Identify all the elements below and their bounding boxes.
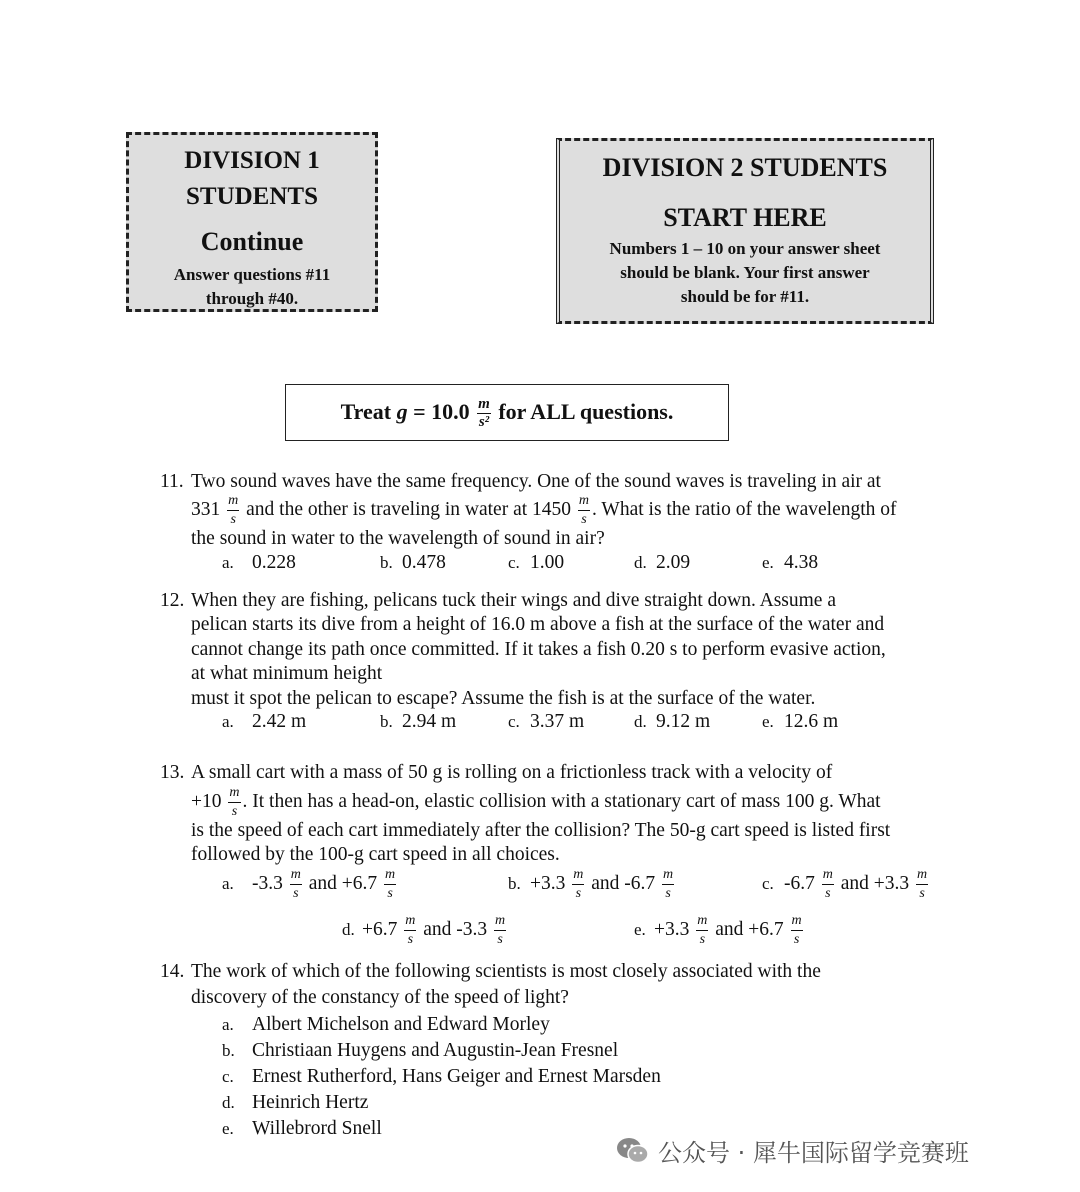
option-letter: b. — [380, 712, 393, 731]
option-value-2: -3.3 — [456, 918, 488, 940]
gravity-value: = 10.0 — [413, 399, 470, 424]
option-letter: e. — [222, 1119, 234, 1138]
option-text: 9.12 m — [656, 711, 711, 732]
option-text: 0.478 — [402, 552, 446, 573]
division-1-sub1: Answer questions #11 — [173, 265, 331, 284]
wechat-icon — [616, 1136, 650, 1172]
unit-fraction — [696, 914, 708, 947]
option-text: Christiaan Huygens and Augustin-Jean Fresnel — [252, 1040, 619, 1061]
unit-den: s — [699, 932, 706, 947]
division-1-box — [126, 132, 378, 312]
option-and: and — [840, 872, 869, 894]
unit-den: s — [407, 932, 414, 947]
division-2-start-here: START HERE — [663, 203, 827, 232]
question-number: 11. — [160, 471, 184, 492]
option-value-1: +3.3 — [654, 918, 690, 940]
unit-fraction — [494, 914, 506, 947]
option-text: 3.37 m — [530, 711, 585, 732]
option-and: and — [308, 872, 337, 894]
option-value-1: -6.7 — [784, 872, 815, 894]
question-number: 14. — [160, 961, 185, 982]
option-value-1: -3.3 — [252, 872, 283, 894]
answer-option — [508, 551, 564, 575]
answer-option — [222, 1039, 618, 1063]
option-text: Willebrord Snell — [252, 1118, 382, 1139]
unit-num: m — [578, 494, 590, 511]
unit-den: s — [231, 804, 238, 819]
division-2-sub1: Numbers 1 – 10 on your answer sheet — [609, 239, 881, 258]
answer-option — [508, 710, 584, 734]
unit-num: m — [227, 494, 239, 511]
option-and: and — [715, 918, 744, 940]
option-text: Albert Michelson and Edward Morley — [252, 1014, 550, 1035]
division-2-sub3: should be for #11. — [680, 287, 810, 306]
division-2-instructions — [560, 237, 930, 309]
option-letter: c. — [222, 1067, 234, 1086]
question-text-line — [191, 786, 881, 819]
option-letter: a. — [222, 712, 234, 731]
unit-fraction — [791, 914, 803, 947]
unit-den: s — [497, 932, 503, 947]
answer-option — [380, 710, 456, 734]
unit-fraction — [572, 868, 584, 901]
unit-den: s — [293, 886, 299, 901]
answer-option — [634, 914, 805, 947]
unit-den: s — [581, 512, 587, 527]
option-letter: b. — [222, 1041, 235, 1060]
question-text-line: When they are fishing, pelicans tuck their wings and dive straight down. Assume a — [191, 590, 836, 611]
unit-num: m — [404, 914, 416, 931]
answer-option — [222, 1117, 382, 1141]
option-letter: c. — [762, 873, 774, 893]
question-text-line — [191, 494, 897, 527]
question-text-line: A small cart with a mass of 50 g is rolling on a frictionless track with a velocity of — [191, 762, 833, 783]
question-number: 12. — [160, 590, 185, 611]
option-letter: a. — [222, 1015, 234, 1034]
division-1-sub2: through #40. — [205, 289, 299, 308]
answer-option — [634, 710, 710, 734]
unit-num: m — [290, 868, 302, 885]
unit-num: m — [572, 868, 584, 885]
division-2-box — [556, 138, 934, 324]
option-text: 0.228 — [252, 552, 296, 573]
gravity-note-suffix: for ALL questions. — [498, 399, 674, 424]
question-text-line: cannot change its path once committed. If it takes a fish 0.20 s to perform evasive action, — [191, 639, 886, 660]
gravity-unit-fraction — [477, 397, 491, 430]
unit-fraction — [822, 868, 834, 901]
option-letter: e. — [762, 712, 774, 731]
option-letter: a. — [222, 553, 234, 572]
option-letter: d. — [634, 712, 647, 731]
option-text: 4.38 — [784, 552, 819, 573]
option-letter: c. — [508, 712, 520, 731]
option-and: and — [423, 918, 452, 940]
gravity-unit-num: m — [478, 396, 490, 413]
unit-den: s — [919, 886, 925, 901]
unit-fraction — [290, 868, 302, 901]
division-1-title-line2: STUDENTS — [186, 183, 318, 210]
option-and: and — [591, 872, 620, 894]
option-value-2: +3.3 — [873, 872, 910, 894]
unit-fraction — [404, 914, 416, 947]
unit-den: s — [793, 932, 800, 947]
option-text: 2.09 — [656, 552, 691, 573]
option-value-1: +3.3 — [530, 872, 566, 894]
option-letter: d. — [342, 919, 355, 939]
division-1-title-line1: DIVISION 1 — [184, 147, 320, 174]
question-text-line: the sound in water to the wavelength of sound in air? — [191, 528, 605, 549]
option-value-1: +6.7 — [362, 918, 398, 940]
answer-option — [222, 1013, 550, 1037]
watermark-text: 公众号 · 犀牛国际留学竞赛班 — [658, 1139, 969, 1167]
option-letter: e. — [634, 919, 646, 939]
unit-num: m — [822, 868, 834, 885]
division-1-continue: Continue — [200, 227, 304, 256]
unit-num: m — [494, 914, 506, 931]
unit-num: m — [662, 868, 674, 885]
unit-den: s — [387, 886, 393, 901]
unit-num: m — [228, 786, 240, 803]
answer-option — [222, 1065, 661, 1089]
option-text: 2.94 m — [402, 711, 457, 732]
division-2-title: DIVISION 2 STUDENTS — [602, 153, 888, 182]
option-text: Ernest Rutherford, Hans Geiger and Ernest Marsden — [252, 1066, 661, 1087]
division-1-instructions — [129, 263, 375, 311]
division-2-sub2: should be blank. Your first answer — [620, 263, 870, 282]
unit-num: m — [791, 914, 803, 931]
question-number: 13. — [160, 762, 185, 783]
answer-option — [508, 868, 676, 901]
unit-den: s — [575, 886, 582, 901]
option-letter: e. — [762, 553, 774, 572]
question-text-line: discovery of the constancy of the speed of light? — [191, 987, 569, 1008]
initial-velocity: +10 — [191, 790, 222, 812]
gravity-note-box — [285, 384, 729, 441]
option-text: 12.6 m — [784, 711, 839, 732]
answer-option — [222, 868, 398, 901]
answer-option — [380, 551, 446, 575]
text-segment: and the other is traveling in water at 1450 — [246, 498, 572, 520]
unit-fraction — [916, 868, 928, 901]
option-letter: d. — [634, 553, 647, 572]
speed-air: 331 — [191, 498, 221, 520]
answer-option — [762, 710, 838, 734]
option-value-2: +6.7 — [748, 918, 784, 940]
unit-fraction — [228, 786, 240, 819]
option-letter: b. — [508, 873, 521, 893]
unit-den: s — [230, 512, 236, 527]
gravity-note-prefix: Treat — [340, 399, 392, 424]
question-text-line: The work of which of the following scientists is most closely associated with the — [191, 961, 821, 982]
text-segment: . It then has a head-on, elastic collision with a stationary cart of mass 100 g. What — [242, 790, 881, 812]
answer-option — [222, 551, 296, 575]
answer-option — [222, 1091, 368, 1115]
gravity-variable: g — [396, 399, 408, 424]
unit-fraction — [384, 868, 396, 901]
answer-option — [222, 710, 306, 734]
question-text-line: must it spot the pelican to escape? Assume the fish is at the surface of the water. — [191, 688, 816, 709]
option-text: Heinrich Hertz — [252, 1092, 369, 1113]
option-letter: c. — [508, 553, 520, 572]
answer-option — [342, 914, 508, 947]
question-text-line: pelican starts its dive from a height of 16.0 m above a fish at the surface of the water and — [191, 614, 885, 635]
unit-den: s — [665, 886, 671, 901]
option-text: 2.42 m — [252, 711, 307, 732]
unit-fraction — [578, 494, 590, 527]
question-text-line: Two sound waves have the same frequency. One of the sound waves is traveling in air at — [191, 471, 881, 492]
answer-option — [762, 551, 818, 575]
watermark — [616, 1133, 969, 1172]
text-segment: . What is the ratio of the wavelength of — [592, 498, 897, 520]
question-text-line: followed by the 100-g cart speed in all choices. — [191, 844, 560, 865]
unit-num: m — [384, 868, 396, 885]
option-text: 1.00 — [530, 552, 565, 573]
unit-fraction — [227, 494, 239, 527]
answer-option — [762, 868, 930, 901]
gravity-unit-den: s² — [478, 414, 490, 431]
option-letter: d. — [222, 1093, 235, 1112]
question-text-line: at what minimum height — [191, 663, 383, 684]
unit-fraction — [662, 868, 674, 901]
option-letter: b. — [380, 553, 393, 572]
option-value-2: -6.7 — [624, 872, 656, 894]
option-letter: a. — [222, 873, 234, 893]
answer-option — [634, 551, 690, 575]
question-text-line: is the speed of each cart immediately after the collision? The 50-g cart speed is listed first — [191, 820, 891, 841]
unit-num: m — [696, 914, 708, 931]
option-value-2: +6.7 — [341, 872, 378, 894]
unit-den: s — [825, 886, 831, 901]
unit-num: m — [916, 868, 928, 885]
